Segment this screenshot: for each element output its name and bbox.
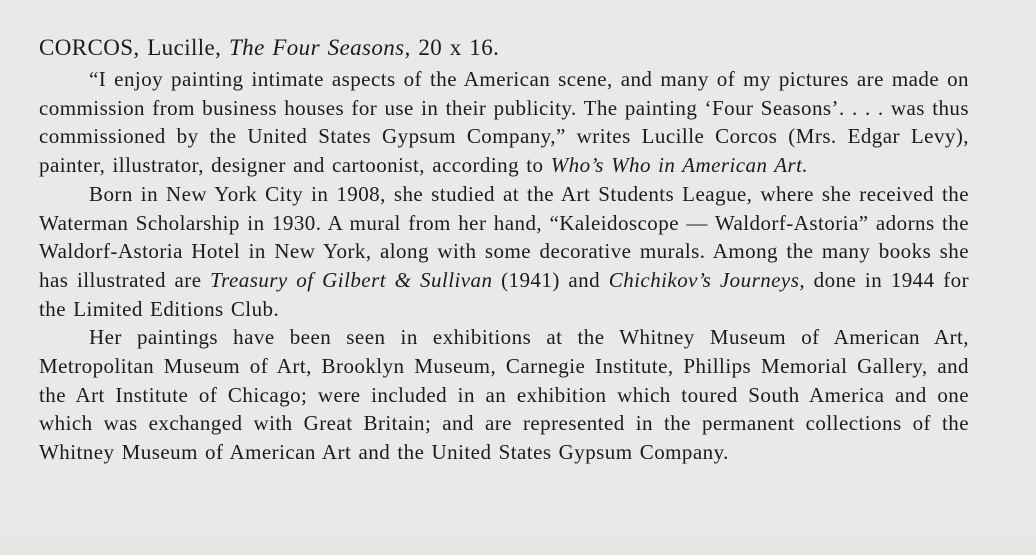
- paragraph-text: “I enjoy painting intimate aspects of the American scene, and many of my pictures are made on commission from business houses for use in their publicity. The painting ‘Four Seasons’. . . . was thus commissioned by the United States Gypsum Company,” writes Lucille Corcos (Mrs. Edgar Levy), painter, illustrator, designer and cartoonist, according to: [39, 67, 969, 178]
- catalog-entry: [39, 33, 969, 467]
- paragraph-exhibitions: [39, 323, 969, 467]
- artist-name: CORCOS, Lucille,: [39, 35, 222, 60]
- paragraph-text: (1941) and: [501, 267, 601, 292]
- book-title-whos-who: Who’s Who in American Art.: [550, 153, 809, 178]
- entry-heading: [39, 33, 969, 63]
- paragraph-biography: [39, 180, 969, 324]
- paragraph-quote: [39, 65, 969, 180]
- book-title-chichikov: Chichikov’s Journeys,: [608, 267, 806, 292]
- paragraph-text: Born in New York City in 1908, she studied at the Art Students League, where she received the Waterman Scholarship in 1930. A mural from her hand, “Kaleidoscope — Waldorf-Astoria” adorns the Waldorf-Astoria Hotel in New York, along with some decorative murals. Among the many books she has illustrated are: [39, 181, 969, 292]
- paragraph-text: Her paintings have been seen in exhibitions at the Whitney Museum of American Art, Metropolitan Museum of Art, Brooklyn Museum, Carnegie Institute, Phillips Memorial Gallery, and the Art Institute of Chicago; were included in an exhibition which toured South America and one which was exchanged with Great Britain; and are represented in the permanent collections of the Whitney Museum of American Art and the United States Gypsum Company.: [39, 325, 969, 465]
- painting-size: 20 x 16.: [418, 35, 500, 60]
- paragraph-text: done in 1944 for the Limited Editions Club.: [39, 267, 970, 321]
- painting-title: The Four Seasons,: [228, 35, 411, 60]
- book-title-gilbert-sullivan: Treasury of Gilbert & Sullivan: [210, 267, 493, 292]
- page-bottom-shadow: [0, 520, 1036, 555]
